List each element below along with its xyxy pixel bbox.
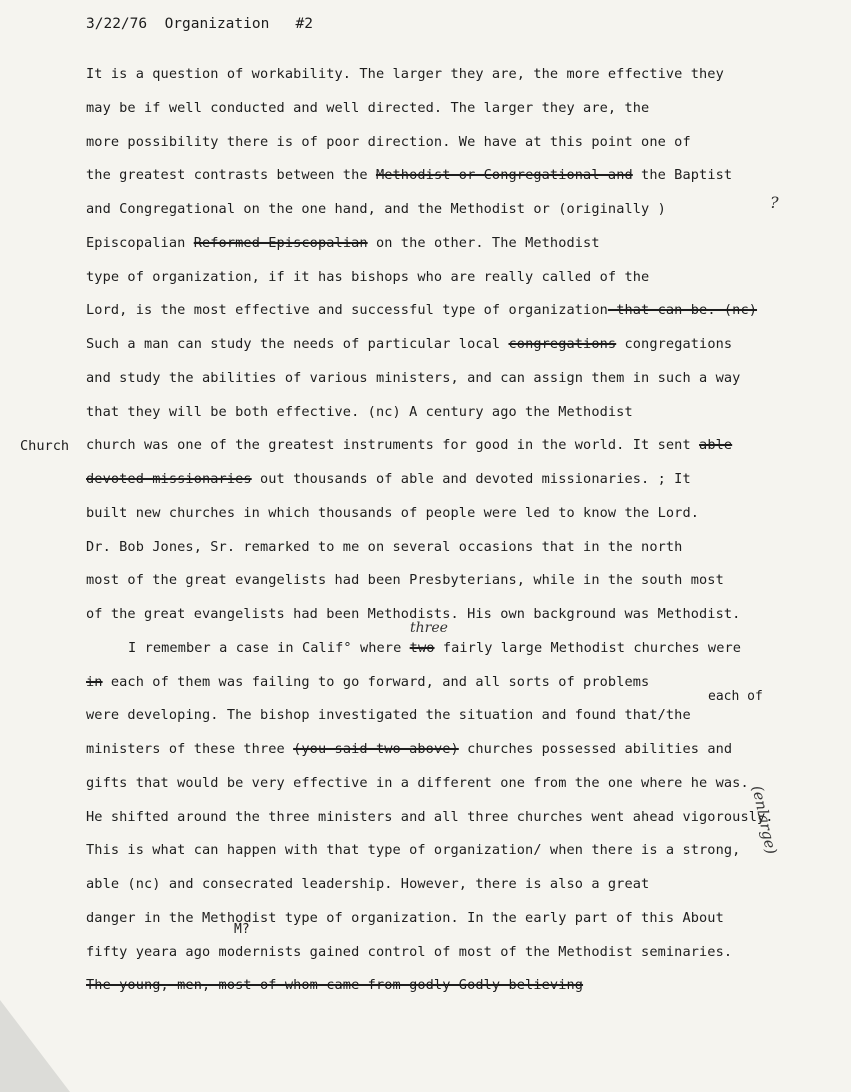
line-text: This is what can happen with that type of organization/ when there is a strong, [86,842,741,859]
line-text: that they will be both effective. (nc) A century ago the Methodist [86,403,633,420]
text-line [86,775,749,791]
line-text: church was one of the greatest instruments for good in the world. It sent [86,437,700,454]
line-text: fairly large Methodist churches were [434,639,742,656]
struck-text: that can be. (nc) [607,302,758,319]
header-number: #2 [295,16,314,32]
text-line [86,471,691,487]
insertion-m-question: M? [234,922,250,937]
line-text: Episcopalian [86,234,194,251]
line-text: Dr. Bob Jones, Sr. remarked to me on several occasions that in the north [86,538,683,555]
struck-text: devoted missionaries [86,471,252,487]
line-text: congregations [616,336,733,352]
text-line [86,100,649,116]
text-line [86,370,740,386]
line-text: most of the great evangelists had been Presbyterians, while in the south most [86,572,724,589]
line-text: out thousands of able and devoted missionaries. ; It [251,471,691,487]
struck-text: in [86,673,103,690]
header-title: Organization [164,16,270,32]
struck-text: The young, men, most of whom came from godly Godly believing [86,977,584,994]
line-text: It is a question of workability. The larger they are, the more effective they [86,66,724,82]
line-text: Lord, is the most effective and successful type of organization [86,302,608,319]
line-text: Such a man can study the needs of particular local [86,336,509,352]
handwritten-question-mark: ? [770,193,779,212]
text-line [86,944,732,960]
text-line [86,505,699,521]
text-line [86,674,649,690]
handwritten-three: three [410,620,448,636]
text-line [86,66,724,82]
header-date: 3/22/76 [86,16,148,32]
text-line [86,707,691,723]
line-text: ministers of these three [86,741,294,757]
line-text: more possibility there is of poor direction. We have at this point one of [86,133,691,150]
page-header [86,16,313,32]
line-text: on the other. The Methodist [367,234,600,251]
text-line [86,842,740,858]
text-line [86,437,732,453]
line-text: each of them was failing to go forward, and all sorts of problems [102,673,650,690]
line-text: churches possessed abilities and [458,741,733,757]
line-text: the greatest contrasts between the [86,167,376,184]
struck-text: able [699,437,733,454]
line-text: He shifted around the three ministers and all three churches went ahead vigorously. [86,808,774,825]
line-text: of the great evangelists had been Methodists. His own background was Methodist. [86,606,741,622]
text-line [86,336,732,352]
text-line [86,539,682,555]
margin-note-church: Church [20,438,70,454]
text-line [86,302,757,318]
line-text: the Baptist [632,167,733,184]
text-line [86,134,691,150]
insertion-each-of: each of [708,689,763,704]
line-text: danger in the Methodist type of organization. In the early part of this About [86,909,724,926]
folded-corner [0,1000,70,1092]
line-text: type of organization, if it has bishops who are really called of the [86,268,650,285]
line-text: and study the abilities of various ministers, and can assign them in such a way [86,369,741,386]
line-text: able (nc) and consecrated leadership. However, there is also a great [86,876,650,892]
text-line [86,741,732,757]
line-text: and Congregational on the one hand, and the Methodist or [86,201,559,217]
text-line [86,404,633,420]
text-line [128,640,741,656]
handwritten-enlarge: (enlarge) [748,784,781,856]
text-line [86,235,600,251]
text-line [86,167,732,183]
line-text: were developing. The bishop investigated the situation and found that/the [86,707,691,724]
text-line [86,269,649,285]
line-text: (originally ) [558,201,666,217]
text-line [86,201,666,217]
line-text: I remember a case in Calif° where [128,639,410,656]
line-text: built new churches in which thousands of people were led to know the Lord. [86,504,700,521]
struck-text: Reformed Episcopalian [193,234,368,251]
text-line [86,977,583,993]
struck-text: two [409,639,435,656]
struck-text: (you said two above) [293,741,459,757]
line-text: gifts that would be very effective in a different one from the one where he was. [86,774,749,791]
struck-text: Methodist or Congregational and [375,167,633,184]
line-text: fifty yeara ago modernists gained control of most of the Methodist seminaries. [86,943,733,960]
text-line [86,876,649,892]
text-line [86,572,724,588]
text-line [86,809,774,825]
line-text: may be if well conducted and well directed. The larger they are, the [86,99,650,116]
struck-text: congregations [508,336,617,352]
text-line [86,910,724,926]
